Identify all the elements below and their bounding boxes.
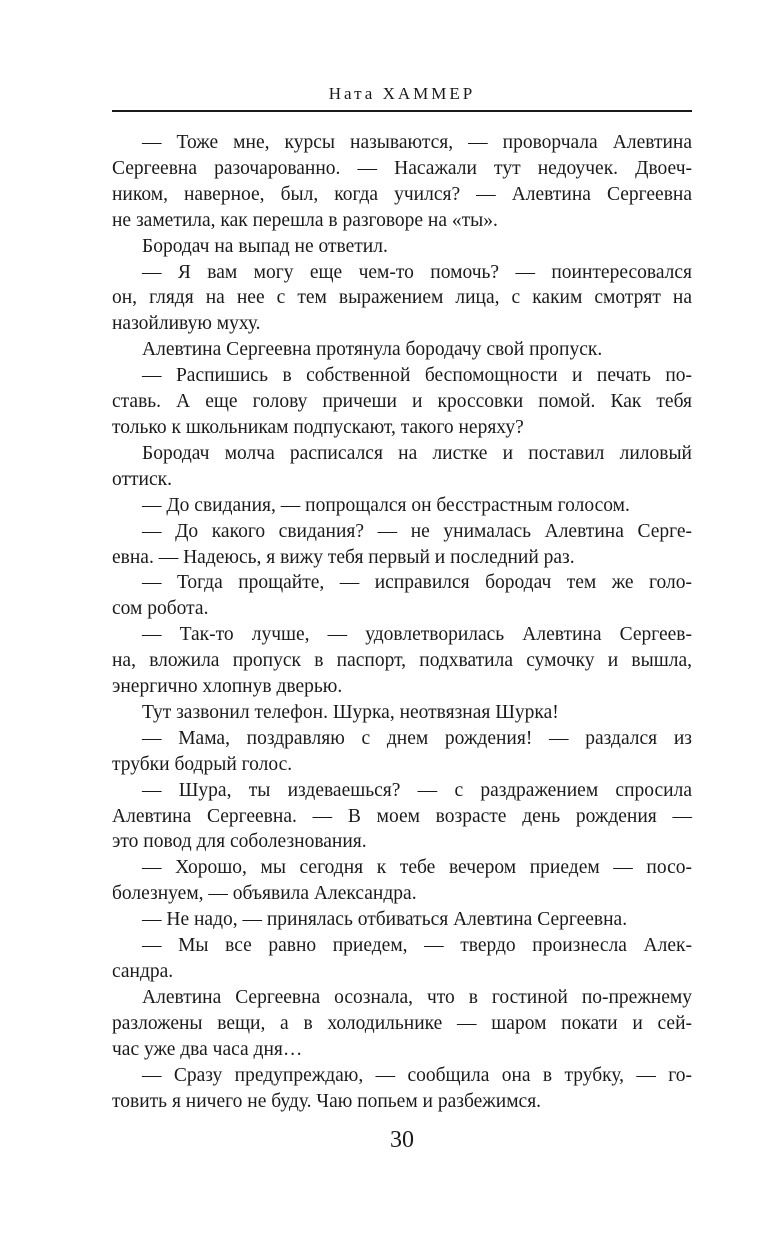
text-line: трубки бодрый голос. (112, 753, 293, 775)
text-line: это повод для соболезнования. (112, 831, 367, 853)
paragraph (112, 363, 692, 441)
text-line: — Хорошо, мы сегодня к тебе вечером приедем — посо- (142, 857, 692, 879)
paragraph (112, 907, 692, 933)
text-line: товить я ничего не буду. Чаю попьем и разбежимся. (112, 1090, 542, 1112)
paragraph (112, 493, 692, 519)
paragraph (112, 622, 692, 700)
text-line: Бородач на выпад не ответил. (142, 235, 388, 257)
text-line: он, глядя на нее с тем выражением лица, с каким смотрят на (112, 287, 692, 309)
text-line: — Так-то лучше, — удовлетворилась Алевтина Сергеев- (142, 624, 692, 646)
paragraph (112, 570, 692, 622)
text-line: ником, наверное, был, когда учился? — Алевтина Сергеевна (112, 183, 692, 205)
paragraph (112, 985, 692, 1063)
text-line: Алевтина Сергеевна протянула бородачу свой пропуск. (142, 339, 603, 361)
text-line: — Шура, ты издеваешься? — с раздражением спросила (142, 779, 692, 801)
body-text (112, 130, 692, 1114)
text-line: — До какого свидания? — не унималась Алевтина Серге- (142, 520, 692, 542)
paragraph (112, 234, 692, 260)
paragraph (112, 337, 692, 363)
text-line: — Не надо, — принялась отбиваться Алевтина Сергеевна. (142, 909, 628, 931)
paragraph (112, 726, 692, 778)
text-line: только к школьникам подпускают, такого неряху? (112, 416, 524, 438)
text-line: Алевтина Сергеевна осознала, что в гостиной по-прежнему (142, 986, 692, 1008)
running-head: Ната ХАММЕР (328, 84, 476, 103)
text-line: Алевтина Сергеевна. — В моем возрасте день рождения — (112, 805, 692, 827)
text-line: Сергеевна разочарованно. — Насажали тут недоучек. Двоеч- (112, 157, 692, 179)
text-line: назойливую муху. (112, 313, 261, 335)
text-line: сом робота. (112, 598, 209, 620)
text-line: — Мы все равно приедем, — твердо произнесла Алек- (142, 935, 692, 957)
text-line: Тут зазвонил телефон. Шурка, неотвязная Шурка! (142, 701, 559, 723)
text-line: ставь. А еще голову причеши и кроссовки помой. Как тебя (112, 391, 692, 413)
text-line: на, вложила пропуск в паспорт, подхватила сумочку и вышла, (112, 650, 692, 672)
text-line: разложены вещи, а в холодильнике — шаром покати и сей- (112, 1012, 692, 1034)
text-line: не заметила, как перешла в разговоре на «ты». (112, 209, 498, 231)
text-line: — Я вам могу еще чем-то помочь? — поинтересовался (142, 261, 692, 283)
text-line: сандра. (112, 961, 174, 982)
paragraph (112, 130, 692, 234)
text-line: час уже два часа дня… (112, 1038, 303, 1060)
paragraph (112, 519, 692, 571)
text-line: — Мама, поздравляю с днем рождения! — раздался из (142, 727, 692, 749)
text-line: Бородач молча расписался на листке и поставил лиловый (142, 442, 692, 464)
text-line: — Тогда прощайте, — исправился бородач тем же голо- (142, 572, 692, 594)
header-rule (112, 110, 692, 112)
paragraph (112, 778, 692, 856)
paragraph (112, 855, 692, 907)
text-line: оттиск. (112, 468, 172, 490)
text-line: — Распишись в собственной беспомощности и печать по- (142, 365, 692, 387)
text-line: энергично хлопнув дверью. (112, 676, 343, 698)
text-line: — До свидания, — попрощался он бесстрастным голосом. (142, 494, 630, 516)
text-line: евна. — Надеюсь, я вижу тебя первый и последний раз. (112, 546, 575, 568)
paragraph (112, 700, 692, 726)
paragraph (112, 933, 692, 985)
text-line: — Тоже мне, курсы называются, — проворчала Алевтина (142, 132, 692, 153)
paragraph (112, 1063, 692, 1115)
paragraph (112, 260, 692, 338)
paragraph (112, 441, 692, 493)
text-line: болезнуем, — объявила Александра. (112, 883, 417, 905)
text-line: — Сразу предупреждаю, — сообщила она в трубку, — го- (142, 1064, 692, 1086)
page-number: 30 (390, 1127, 414, 1153)
